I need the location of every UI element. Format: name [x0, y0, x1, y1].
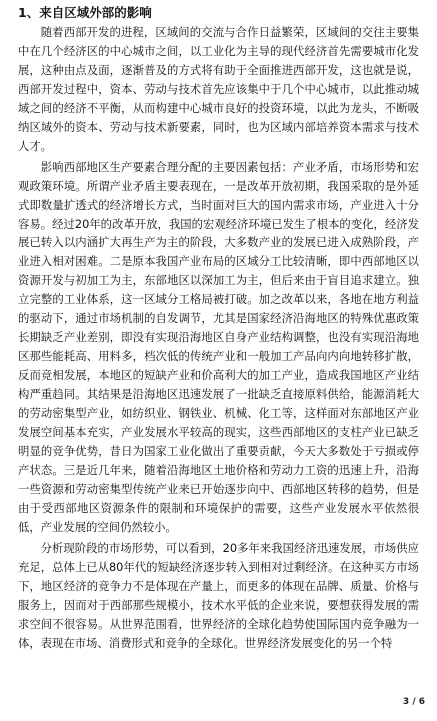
paragraph-market-situation: 分析现阶段的市场形势，可以看到，20多年来我国经济迅速发展，市场供应充足，总体上已从80年代的短缺经济逐步转入到相对过剩经济。在这种买方市场下，地区经济的竞争力不是体现在产量上，而更多的体现在品牌、质量、价格与服务上，因而对于西部那些规模小，技术水平低的企业来说，要想获得发展的需求空间不很容易。从世界范围看，世界经济的全球化趋势使国际国内竞争融为一体，表现在市场、消费形式和竞争的全球化。世界经济发展变化的另一个特: [18, 540, 419, 650]
section-heading: 1、来自区域外部的影响: [18, 5, 152, 20]
page-number: 3 / 6: [402, 697, 425, 707]
paragraph-external-influence: 随着西部开发的进程，区域间的交流与合作日益繁荣，区域间的交往主要集中在几个经济区的中心城市之间，以工业化为主导的现代经济首先需要城市化发展，这种由点及面，逐渐普及的方式将有助于全面推进西部开发，这也就是说，西部开发过程中，资本、劳动与技术首先应该集中于几个中心城市，以此推动城域之间的经济不平衡，从而构建中心城市良好的投资环境，以此为龙头，不断吸纳区域外的资本、劳动与技术新要素，同时，也为区域内部培养资本需求与技术人才。: [18, 25, 419, 153]
paragraph-production-factors: 影响西部地区生产要素合理分配的主要因素包括：产业矛盾，市场形势和宏观政策环境。所谓产业矛盾主要表现在，一是改革开放初期，我国采取的是外延式即数量扩透式的经济增长方式，当时面对巨大的国内需求市场，产业进入十分容易。经过20年的改革开放，我国的宏观经济环境已发生了根本的变化，经济发展已转入以内涵扩大再生产为主的阶段，大多数产业的发展已进入成熟阶段，产业进入相对困难。二是原本我国产业布局的区域分工比较清晰，即中西部地区以资源开发与初加工为主，东部地区以深加工为主，但后来由于盲目追求建立。独立完整的工业体系，这一区域分工格局被打破。加之改革以来，各地在地方利益的驱动下，通过市场机制的自发调节，尤其是国家经济沿海地区的特殊优惠政策长期缺乏产业差别，即没有实现沿海地区自身产业结构调整，也没有实现沿海地区那些能耗高、用料多，档次低的传统产业和一般加工产品向内向地转移扩散，反而竞相发展，本地区的短缺产业和价高利大的加工产业，造成我国地区产业结构严重趋同。其结果是沿海地区迅速发展了一批缺乏直接原料供给，能源消耗大的劳动密集型产业，如纺织业、钢铁业、机械、化工等，这样面对东部地区产业发展空间基本充实，产业发展水平较高的现实，这些西部地区的支柱产业已缺乏明显的竞争优势，昔日为国家工业化做出了重要贡献，今天大多数处于亏损或停产状态。三是近几年来，随着沿海地区土地价格和劳动力工资的迅速上升，沿海一些资源和劳动密集型传统产业来已开始逐步向中、西部地区转移的趋势，但是由于受西部地区资源条件的限制和环境保护的需要，这些产业发展水平依然很低，产业发展的空间仍然较小。: [18, 159, 419, 534]
